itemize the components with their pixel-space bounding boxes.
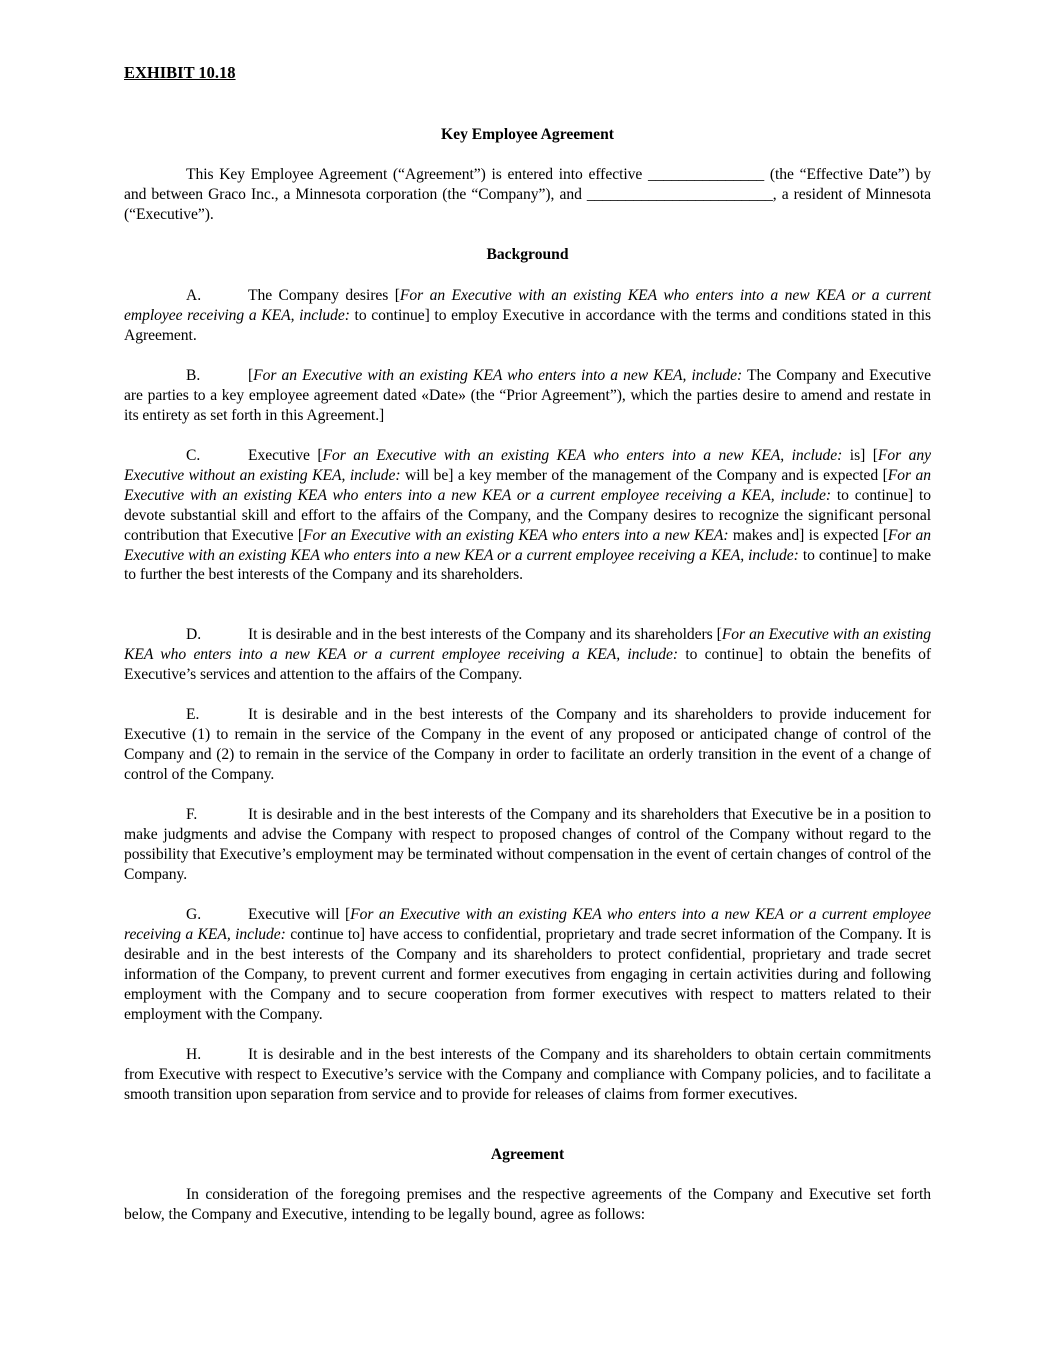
recital-text: is] [ (842, 447, 878, 464)
recital-text: It is desirable and in the best interests of the Company and its shareholders to provide inducement for Executive (1) to remain in the service of the Company in the event of any proposed or anticipated change of control of the Company and (2) to remain in the service of the Company in order to facilitate an orderly transition in the event of a change of control of the Company. (124, 706, 931, 783)
recital-instruction: For an Executive with an existing KEA who enters into a new KEA or a current employee receiving a KEA, include: (124, 287, 931, 324)
closing-paragraph (124, 1185, 931, 1225)
recital-text: It is desirable and in the best interests of the Company and its shareholders [ (248, 626, 722, 643)
agreement-heading: Agreement (490, 1146, 565, 1163)
recital-text: It is desirable and in the best interests of the Company and its shareholders that Executive be in a position to make judgments and advise the Company with respect to proposed changes of control of the Company without regard to the possibility that Executive’s employment may be terminated without compensation in the event of certain changes of control of the Company. (124, 806, 931, 883)
recital-text: [ (248, 367, 254, 384)
recital-instruction: For an Executive with an existing KEA who enters into a new KEA or a current employee receiving a KEA, include: (124, 906, 931, 943)
recital-instruction: For any Executive without an existing KEA, include: (124, 447, 931, 484)
recital-instruction: For an Executive with an existing KEA who enters into a new KEA: (302, 526, 729, 544)
recital-b (124, 366, 931, 426)
recital-instruction: For an Executive with an existing KEA who enters into a new KEA or a current employee receiving a KEA, include: (124, 466, 931, 504)
recital-letter: A. (186, 287, 202, 304)
recital-letter: H. (186, 1046, 202, 1063)
exhibit-label: EXHIBIT 10.18 (124, 63, 236, 82)
recital-d (124, 625, 931, 685)
intro-text: This Key Employee Agreement (“Agreement”) is entered into effective _______________ (the “Effective Date”) by and between Graco Inc., a Minnesota corporation (the “Company”), and ________________________, a resident of Minnesota (“Executive”). (124, 166, 931, 223)
recital-letter: B. (186, 367, 201, 384)
recital-text: to continue] to make to further the best interests of the Company and its shareholders. (124, 546, 931, 584)
closing-text: In consideration of the foregoing premises and the respective agreements of the Company and Executive set forth below, the Company and Executive, intending to be legally bound, agree as follows: (124, 1186, 931, 1223)
recital-text: will be] a key member of the management of the Company and is expected [ (400, 466, 888, 484)
recital-text: Executive [ (248, 447, 323, 464)
recital-letter: E. (186, 706, 200, 723)
background-heading: Background (486, 246, 569, 263)
recital-instruction: For an Executive with an existing KEA who enters into a new KEA or a current employee receiving a KEA, include: (124, 626, 931, 663)
recital-text: to continue] to employ Executive in accordance with the terms and conditions stated in this Agreement. (124, 306, 931, 344)
recital-e (124, 705, 931, 785)
recital-g (124, 905, 931, 1024)
recital-text: continue to] have access to confidential, proprietary and trade secret information of the Company. It is desirable and in the best interests of the Company and its shareholders to protect confidential, proprietary and trade secret information of the Company, to prevent current and former executives from engaging in certain activities during and following employment with the Company and to secure cooperation from former executives with respect to matters related to their employment with the Company. (124, 925, 932, 1023)
document-title: Key Employee Agreement (441, 126, 614, 143)
recital-c (124, 446, 931, 585)
recital-letter: C. (186, 447, 201, 464)
recital-instruction: For an Executive with an existing KEA who enters into a new KEA, include: (253, 367, 743, 384)
recital-text: The Company and Executive are parties to a key employee agreement dated «Date» (the “Prior Agreement”), which the parties desire to amend and restate in its entirety as set forth in this Agreement.] (124, 367, 931, 424)
recital-h (124, 1045, 931, 1105)
recital-letter: D. (186, 626, 202, 643)
recital-f (124, 805, 931, 885)
recital-text: makes and] is expected [ (728, 526, 888, 544)
recital-text: Executive will [ (248, 906, 351, 923)
recital-a (124, 286, 931, 346)
recital-text: to continue] to devote substantial skill and effort to the affairs of the Company, and the Company desires to recognize the significant personal contribution that Executive [ (124, 486, 931, 544)
intro-paragraph (124, 165, 931, 225)
recital-text: The Company desires [ (248, 287, 400, 304)
recital-text: to continue] to obtain the benefits of Executive’s services and attention to the affairs of the Company. (124, 645, 931, 683)
recital-instruction: For an Executive with an existing KEA who enters into a new KEA, include: (322, 447, 843, 464)
recital-letter: G. (186, 906, 202, 923)
recital-text: It is desirable and in the best interests of the Company and its shareholders to obtain certain commitments from Executive with respect to Executive’s service with the Company and compliance with Company policies, and to facilitate a smooth transition upon separation from service and to provide for releases of claims from former executives. (124, 1046, 931, 1103)
recital-instruction: For an Executive with an existing KEA who enters into a new KEA or a current employee receiving a KEA, include: (124, 526, 931, 564)
recital-letter: F. (186, 806, 198, 823)
